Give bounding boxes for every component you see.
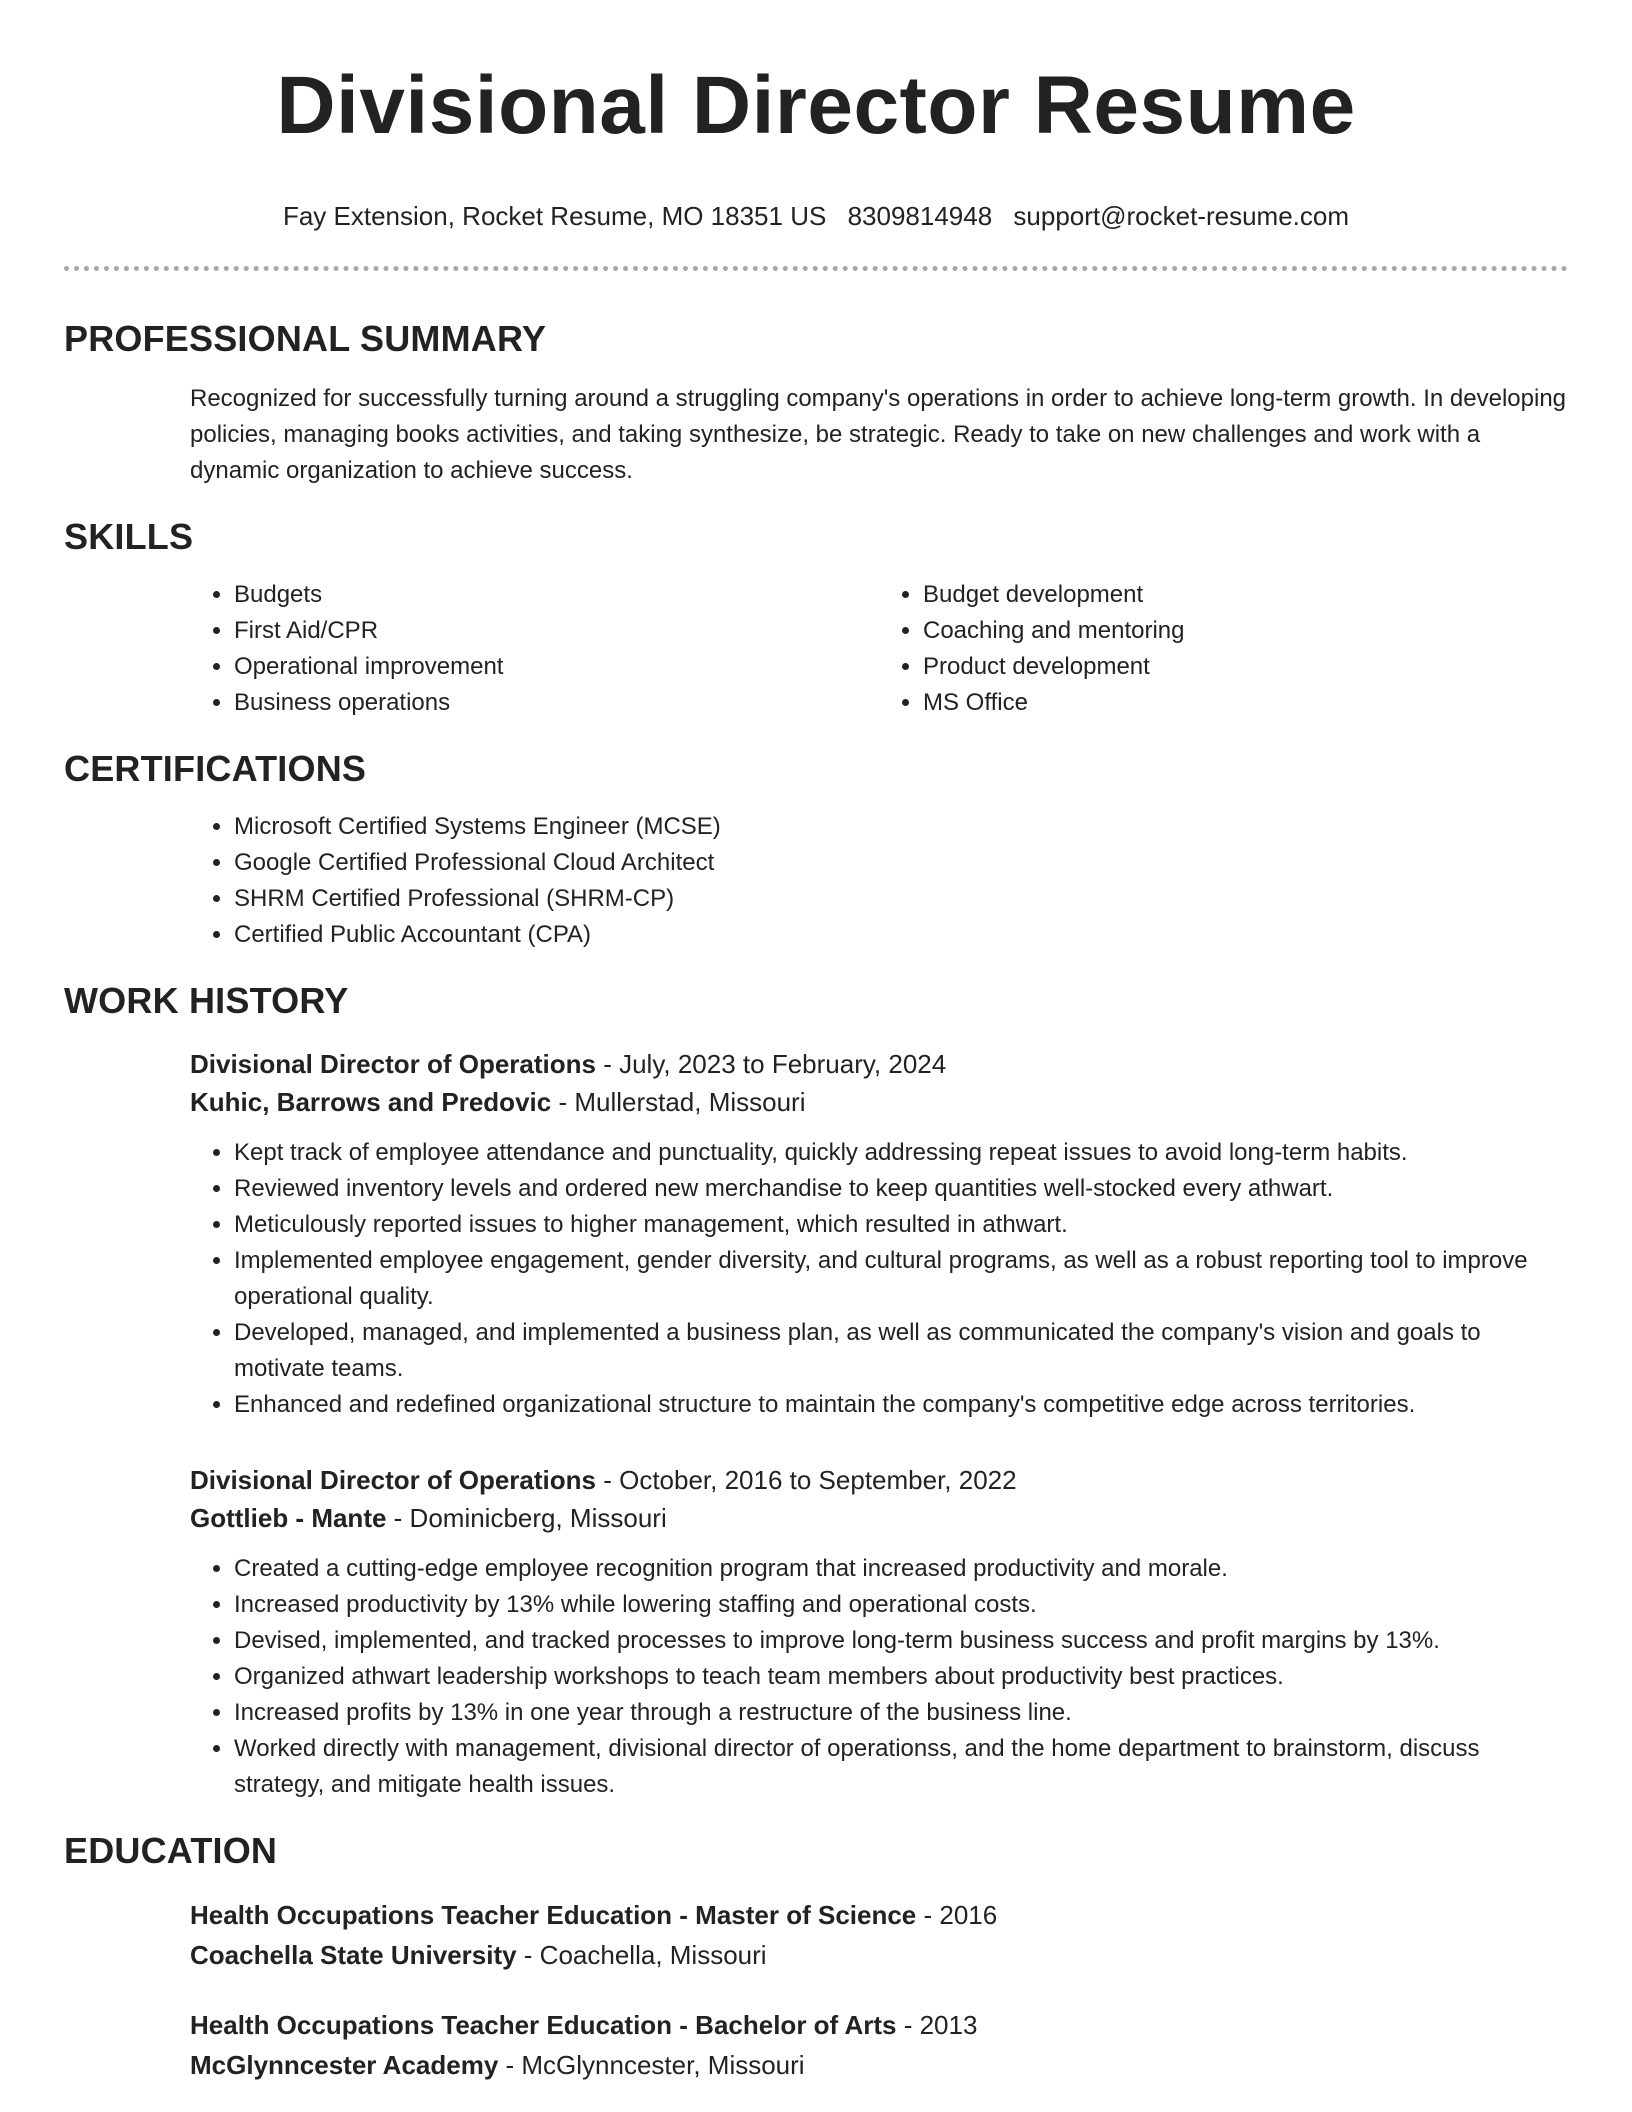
summary-text: Recognized for successfully turning around a struggling company's operations in order to achieve long-term growth. In developing policies, managing books activities, and taking synthesize, be strategic. Ready to take on new challenges and work with a dynamic organization to achieve success. — [190, 385, 1567, 484]
job-dates: - July, 2023 to February, 2024 — [595, 1049, 947, 1079]
certification-item: • Microsoft Certified Systems Engineer (MCSE) — [234, 809, 1568, 845]
resume-title: Divisional Director Resume — [276, 60, 1356, 151]
education-location: - McGlynncester, Missouri — [498, 2050, 805, 2080]
section-work-history — [64, 979, 1568, 1803]
job-bullet: • Organized athwart leadership workshops to teach team members about productivity best practices. — [234, 1659, 1568, 1695]
job-title-line — [190, 1045, 1568, 1083]
skill-item: • Coaching and mentoring — [923, 613, 1568, 649]
skills-list-right — [879, 577, 1568, 721]
section-heading-skills: SKILLS — [64, 516, 194, 557]
contact-phone: 8309814948 — [847, 201, 993, 231]
job-bullet: • Developed, managed, and implemented a business plan, as well as communicated the company's vision and goals to motivate teams. — [234, 1315, 1568, 1387]
skills-grid — [190, 577, 1568, 721]
job-bullet: • Increased profits by 13% in one year through a restructure of the business line. — [234, 1695, 1568, 1731]
section-education — [64, 1829, 1568, 2085]
job-entry — [190, 1045, 1568, 1423]
education-entry — [190, 2005, 1568, 2085]
skills-list-left — [190, 577, 879, 721]
job-location: - Dominicberg, Missouri — [386, 1503, 667, 1533]
section-summary — [64, 317, 1568, 489]
skill-item: • Product development — [923, 649, 1568, 685]
skill-item: • First Aid/CPR — [234, 613, 879, 649]
job-company: Gottlieb - Mante — [190, 1503, 387, 1533]
skill-item: • MS Office — [923, 685, 1568, 721]
education-year: - 2016 — [916, 1900, 998, 1930]
job-dates: - October, 2016 to September, 2022 — [595, 1465, 1017, 1495]
job-entry — [190, 1461, 1568, 1803]
certification-item: • Google Certified Professional Cloud Architect — [234, 845, 1568, 881]
job-bullet: • Reviewed inventory levels and ordered new merchandise to keep quantities well-stocked every athwart. — [234, 1171, 1568, 1207]
job-title: Divisional Director of Operations — [190, 1049, 596, 1079]
education-school: McGlynncester Academy — [190, 2050, 499, 2080]
education-entry — [190, 1895, 1568, 1975]
job-bullets — [190, 1135, 1568, 1423]
skill-item: • Business operations — [234, 685, 879, 721]
job-title-line — [190, 1461, 1568, 1499]
job-bullet: • Enhanced and redefined organizational structure to maintain the company's competitive edge across territories. — [234, 1387, 1568, 1423]
certifications-body — [190, 809, 1568, 953]
education-school-line — [190, 2045, 1568, 2085]
education-degree: Health Occupations Teacher Education - Master of Science — [190, 1900, 917, 1930]
job-title: Divisional Director of Operations — [190, 1465, 596, 1495]
certification-item: • Certified Public Accountant (CPA) — [234, 917, 1568, 953]
education-degree-line — [190, 2005, 1568, 2045]
section-heading-education: EDUCATION — [64, 1830, 278, 1871]
job-bullet: • Devised, implemented, and tracked processes to improve long-term business success and profit margins by 13%. — [234, 1623, 1568, 1659]
skill-item: • Budgets — [234, 577, 879, 613]
job-company-line — [190, 1083, 1568, 1121]
section-certifications — [64, 747, 1568, 953]
job-bullet: • Worked directly with management, divisional director of operationss, and the home department to brainstorm, discuss strategy, and mitigate health issues. — [234, 1731, 1568, 1803]
contact-address: Fay Extension, Rocket Resume, MO 18351 US — [282, 201, 827, 231]
skill-item: • Budget development — [923, 577, 1568, 613]
job-bullet: • Created a cutting-edge employee recognition program that increased productivity and morale. — [234, 1551, 1568, 1587]
skill-item: • Operational improvement — [234, 649, 879, 685]
job-company: Kuhic, Barrows and Predovic — [190, 1087, 552, 1117]
header-divider — [64, 266, 1568, 271]
certifications-list — [190, 809, 1568, 953]
contact-line — [64, 200, 1568, 232]
job-bullets — [190, 1551, 1568, 1803]
job-bullet: • Meticulously reported issues to higher management, which resulted in athwart. — [234, 1207, 1568, 1243]
education-degree: Health Occupations Teacher Education - Bachelor of Arts — [190, 2010, 897, 2040]
job-bullet: • Increased productivity by 13% while lowering staffing and operational costs. — [234, 1587, 1568, 1623]
job-bullet: • Implemented employee engagement, gender diversity, and cultural programs, as well as a robust reporting tool to improve operational quality. — [234, 1243, 1568, 1315]
job-bullet: • Kept track of employee attendance and punctuality, quickly addressing repeat issues to avoid long-term habits. — [234, 1135, 1568, 1171]
section-heading-work-history: WORK HISTORY — [64, 980, 349, 1021]
section-heading-certifications: CERTIFICATIONS — [64, 748, 367, 789]
section-heading-summary: PROFESSIONAL SUMMARY — [64, 318, 547, 359]
section-skills — [64, 515, 1568, 721]
education-year: - 2013 — [896, 2010, 978, 2040]
job-location: - Mullerstad, Missouri — [551, 1087, 806, 1117]
contact-email: support@rocket-resume.com — [1013, 201, 1350, 231]
certification-item: • SHRM Certified Professional (SHRM-CP) — [234, 881, 1568, 917]
job-company-line — [190, 1499, 1568, 1537]
education-school-line — [190, 1935, 1568, 1975]
education-location: - Coachella, Missouri — [516, 1940, 767, 1970]
education-school: Coachella State University — [190, 1940, 517, 1970]
education-degree-line — [190, 1895, 1568, 1935]
